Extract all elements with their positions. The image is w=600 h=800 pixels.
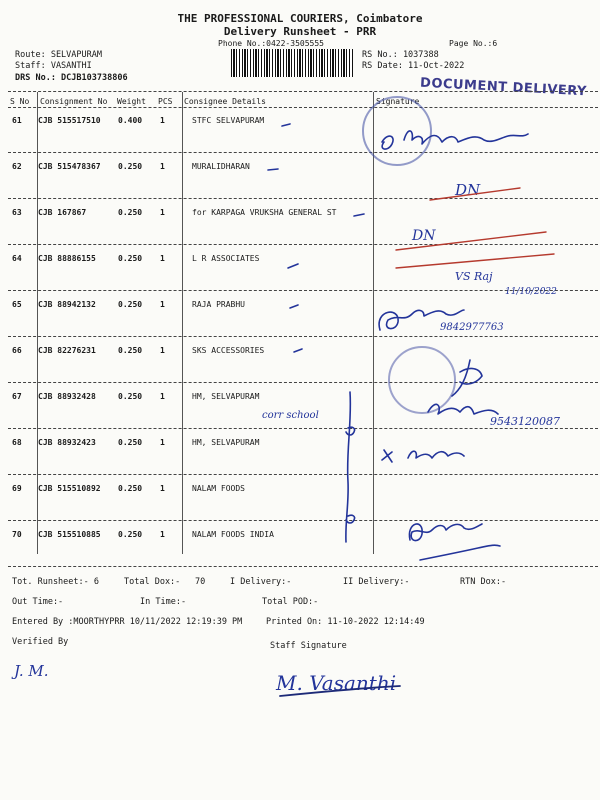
table-row [0, 116, 600, 162]
rs-number: RS No.: 1037388 [362, 50, 439, 60]
handwritten-phone-row-67: 9543120087 [490, 415, 560, 428]
table-row [0, 346, 600, 392]
ii-delivery: II Delivery:- [343, 577, 410, 587]
phone-number: Phone No.:0422-3505555 [218, 39, 324, 48]
document-subtitle: Delivery Runsheet - PRR [223, 25, 377, 38]
row-weight: 0.250 [118, 484, 143, 493]
table-row [0, 254, 600, 300]
in-time: In Time:- [140, 597, 187, 607]
row-pcs: 1 [160, 116, 165, 125]
row-consignment: CJB 167867 [38, 208, 87, 217]
table-row [0, 392, 600, 438]
row-details: L R ASSOCIATES [192, 254, 260, 263]
barcode [231, 49, 353, 77]
row-details: MURALIDHARAN [192, 162, 250, 171]
row-weight: 0.250 [118, 254, 143, 263]
row-divider [8, 290, 598, 291]
row-details: HM, SELVAPURAM [192, 392, 260, 401]
total-pod: Total POD:- [262, 597, 319, 607]
rtn-dox: RTN Dox:- [460, 577, 507, 587]
row-sno: 69 [12, 484, 22, 493]
row-pcs: 1 [160, 208, 165, 217]
row-sno: 63 [12, 208, 22, 217]
row-weight: 0.250 [118, 530, 143, 539]
col-header-consignment: Consignment No [40, 97, 108, 106]
row-divider [8, 566, 598, 567]
row-weight: 0.250 [118, 346, 143, 355]
row-pcs: 1 [160, 438, 165, 447]
signature-row-62: DN [455, 181, 481, 199]
document-delivery-stamp: DOCUMENT DELIVERY [419, 75, 588, 100]
signature-row-65-phone: 9842977763 [440, 322, 504, 333]
table-row [0, 208, 600, 254]
row-pcs: 1 [160, 300, 165, 309]
row-consignment: CJB 88886155 [38, 254, 96, 263]
out-time: Out Time:- [12, 597, 64, 607]
row-details: RAJA PRABHU [192, 300, 245, 309]
row-divider [8, 382, 598, 383]
row-sno: 70 [12, 530, 22, 539]
row-consignment: CJB 515510892 [38, 484, 101, 493]
verified-signature: J. M. [14, 662, 49, 680]
row-sno: 65 [12, 300, 22, 309]
staff-signature: M. Vasanthi [276, 671, 397, 695]
table-row [0, 438, 600, 484]
row-pcs: 1 [160, 530, 165, 539]
signature-row-64-name: VS Raj [455, 270, 493, 283]
table-row [0, 484, 600, 530]
row-consignment: CJB 82276231 [38, 346, 96, 355]
staff-label: Staff: VASANTHI [15, 61, 92, 71]
rs-date: RS Date: 11-Oct-2022 [362, 61, 465, 71]
row-divider [8, 152, 598, 153]
row-divider [8, 336, 598, 337]
row-sno: 68 [12, 438, 22, 447]
row-consignment: CJB 515510885 [38, 530, 101, 539]
round-seal-stamp [388, 346, 456, 414]
row-sno: 64 [12, 254, 22, 263]
drs-number: DRS No.: DCJB103738806 [15, 73, 128, 83]
row-details: for KARPAGA VRUKSHA GENERAL ST [192, 208, 337, 217]
row-weight: 0.250 [118, 208, 143, 217]
col-header-sno: S No [10, 97, 30, 106]
row-consignment: CJB 515517510 [38, 116, 101, 125]
row-divider [8, 474, 598, 475]
entered-by: Entered By :MOORTHYPRR 10/11/2022 12:19:39 PM [12, 617, 243, 627]
table-row [0, 162, 600, 208]
col-header-consignee: Consignee Details [184, 97, 266, 106]
printed-on: Printed On: 11-10-2022 12:14:49 [266, 617, 425, 627]
row-weight: 0.250 [118, 162, 143, 171]
row-weight: 0.250 [118, 438, 143, 447]
company-seal-stamp [362, 96, 432, 166]
col-header-signature: Signature [376, 97, 420, 106]
document-title: THE PROFESSIONAL COURIERS, Coimbatore [177, 12, 423, 25]
row-pcs: 1 [160, 346, 165, 355]
handwritten-note-row-67: corr school [262, 410, 319, 421]
row-sno: 67 [12, 392, 22, 401]
row-details: NALAM FOODS [192, 484, 245, 493]
staff-signature-label: Staff Signature [270, 641, 347, 651]
row-consignment: CJB 88932428 [38, 392, 96, 401]
row-details: NALAM FOODS INDIA [192, 530, 274, 539]
row-consignment: CJB 515478367 [38, 162, 101, 171]
row-details: SKS ACCESSORIES [192, 346, 265, 355]
signature-row-63: DN [412, 228, 436, 244]
row-pcs: 1 [160, 162, 165, 171]
row-weight: 0.400 [118, 116, 143, 125]
table-row [0, 530, 600, 576]
row-divider [8, 244, 598, 245]
row-details: HM, SELVAPURAM [192, 438, 260, 447]
total-dox-label: Total Dox:- [124, 577, 181, 587]
row-sno: 62 [12, 162, 22, 171]
row-sno: 66 [12, 346, 22, 355]
row-divider [8, 428, 598, 429]
verified-by: Verified By [12, 637, 69, 647]
row-consignment: CJB 88942132 [38, 300, 96, 309]
table-row [0, 300, 600, 346]
col-header-weight: Weight [117, 97, 146, 106]
total-dox-value: 70 [195, 577, 206, 587]
divider [8, 107, 598, 108]
divider [8, 91, 598, 92]
staff-signature-underline [280, 686, 400, 696]
route-label: Route: SELVAPURAM [15, 50, 102, 60]
row-pcs: 1 [160, 484, 165, 493]
tot-runsheet: Tot. Runsheet:- 6 [12, 577, 99, 587]
row-weight: 0.250 [118, 300, 143, 309]
row-details: STFC SELVAPURAM [192, 116, 265, 125]
row-weight: 0.250 [118, 392, 143, 401]
row-divider [8, 198, 598, 199]
row-pcs: 1 [160, 392, 165, 401]
row-sno: 61 [12, 116, 22, 125]
page-number: Page No.:6 [449, 39, 498, 48]
signature-row-64-date: 11/10/2022 [505, 287, 557, 297]
i-delivery: I Delivery:- [230, 577, 292, 587]
row-pcs: 1 [160, 254, 165, 263]
col-header-pcs: PCS [158, 97, 173, 106]
row-divider [8, 520, 598, 521]
row-consignment: CJB 88932423 [38, 438, 96, 447]
